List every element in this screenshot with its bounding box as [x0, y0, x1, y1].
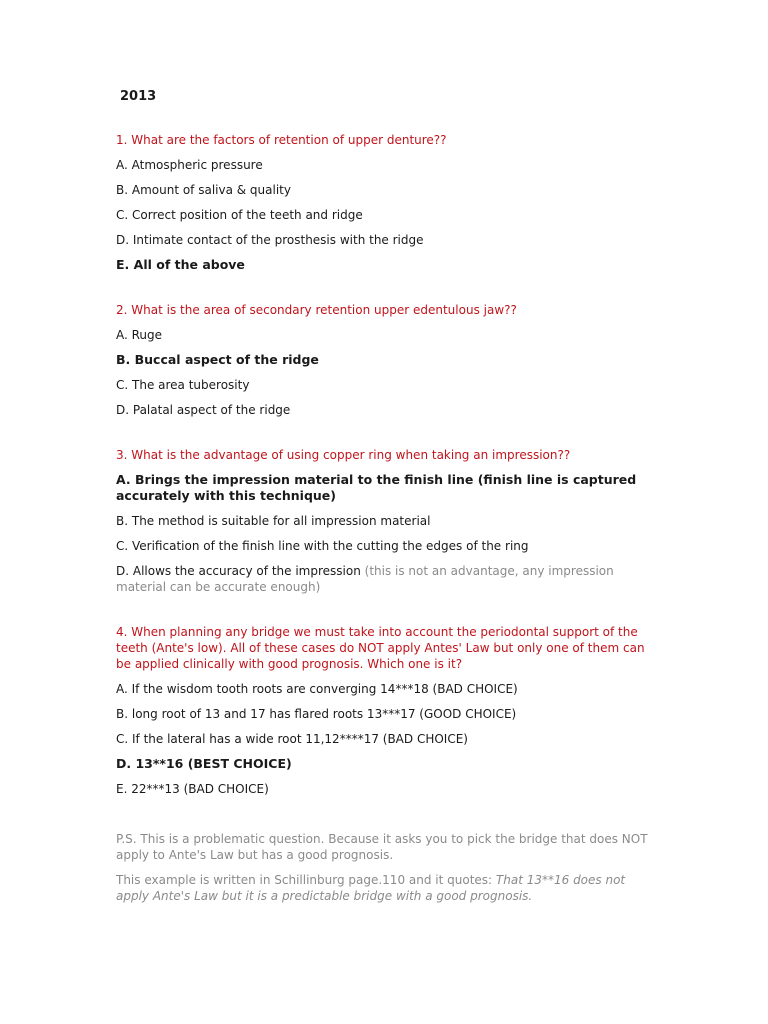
q1-option-d: D. Intimate contact of the prosthesis with the ridge	[116, 233, 424, 247]
q1-option-c: C. Correct position of the teeth and ridge	[116, 208, 363, 222]
question-2: 2. What is the area of secondary retention upper edentulous jaw??	[116, 303, 517, 317]
q4-option-b: B. long root of 13 and 17 has flared roots 13***17 (GOOD CHOICE)	[116, 707, 517, 721]
question-1: 1. What are the factors of retention of upper denture??	[116, 133, 447, 147]
q4-option-c: C. If the lateral has a wide root 11,12****17 (BAD CHOICE)	[116, 732, 468, 746]
year-heading: 2013	[120, 89, 157, 104]
q3-option-d-text: D. Allows the accuracy of the impression	[116, 564, 361, 578]
q3-option-b: B. The method is suitable for all impression material	[116, 514, 431, 528]
q2-option-b-correct: B. Buccal aspect of the ridge	[116, 352, 319, 367]
q3-option-a-correct: A. Brings the impression material to the finish line (finish line is captured accurately with this technique)	[116, 472, 637, 503]
q1-option-a: A. Atmospheric pressure	[116, 158, 263, 172]
q2-option-c: C. The area tuberosity	[116, 378, 250, 392]
q3-option-d	[116, 563, 648, 595]
q1-option-e-correct: E. All of the above	[116, 257, 245, 272]
q4-option-d-correct: D. 13**16 (BEST CHOICE)	[116, 756, 292, 771]
ps-note-2	[116, 872, 648, 904]
q3-option-d-note: (this is not an advantage, any impression material can be accurate enough)	[116, 564, 614, 594]
q4-option-e: E. 22***13 (BAD CHOICE)	[116, 782, 269, 796]
q1-option-b: B. Amount of saliva & quality	[116, 183, 291, 197]
q2-option-a: A. Ruge	[116, 328, 163, 342]
q4-option-a: A. If the wisdom tooth roots are converging 14***18 (BAD CHOICE)	[116, 682, 518, 696]
q2-option-d: D. Palatal aspect of the ridge	[116, 403, 291, 417]
question-3: 3. What is the advantage of using copper ring when taking an impression??	[116, 448, 571, 462]
ps-note-2-quote: That 13**16 does not apply Ante's Law but it is a predictable bridge with a good prognosis.	[116, 873, 626, 903]
question-4: 4. When planning any bridge we must take into account the periodontal support of the teeth (Ante's low). All of these cases do NOT apply Antes' Law but only one of them can be applied clinically with good prognosis. Which one is it?	[116, 625, 645, 671]
q3-option-c: C. Verification of the finish line with the cutting the edges of the ring	[116, 539, 529, 553]
ps-note-2-prefix: This example is written in Schillinburg page.110 and it quotes:	[116, 873, 496, 887]
ps-note-1: P.S. This is a problematic question. Because it asks you to pick the bridge that does NOT apply to Ante's Law but has a good prognosis.	[116, 832, 648, 862]
